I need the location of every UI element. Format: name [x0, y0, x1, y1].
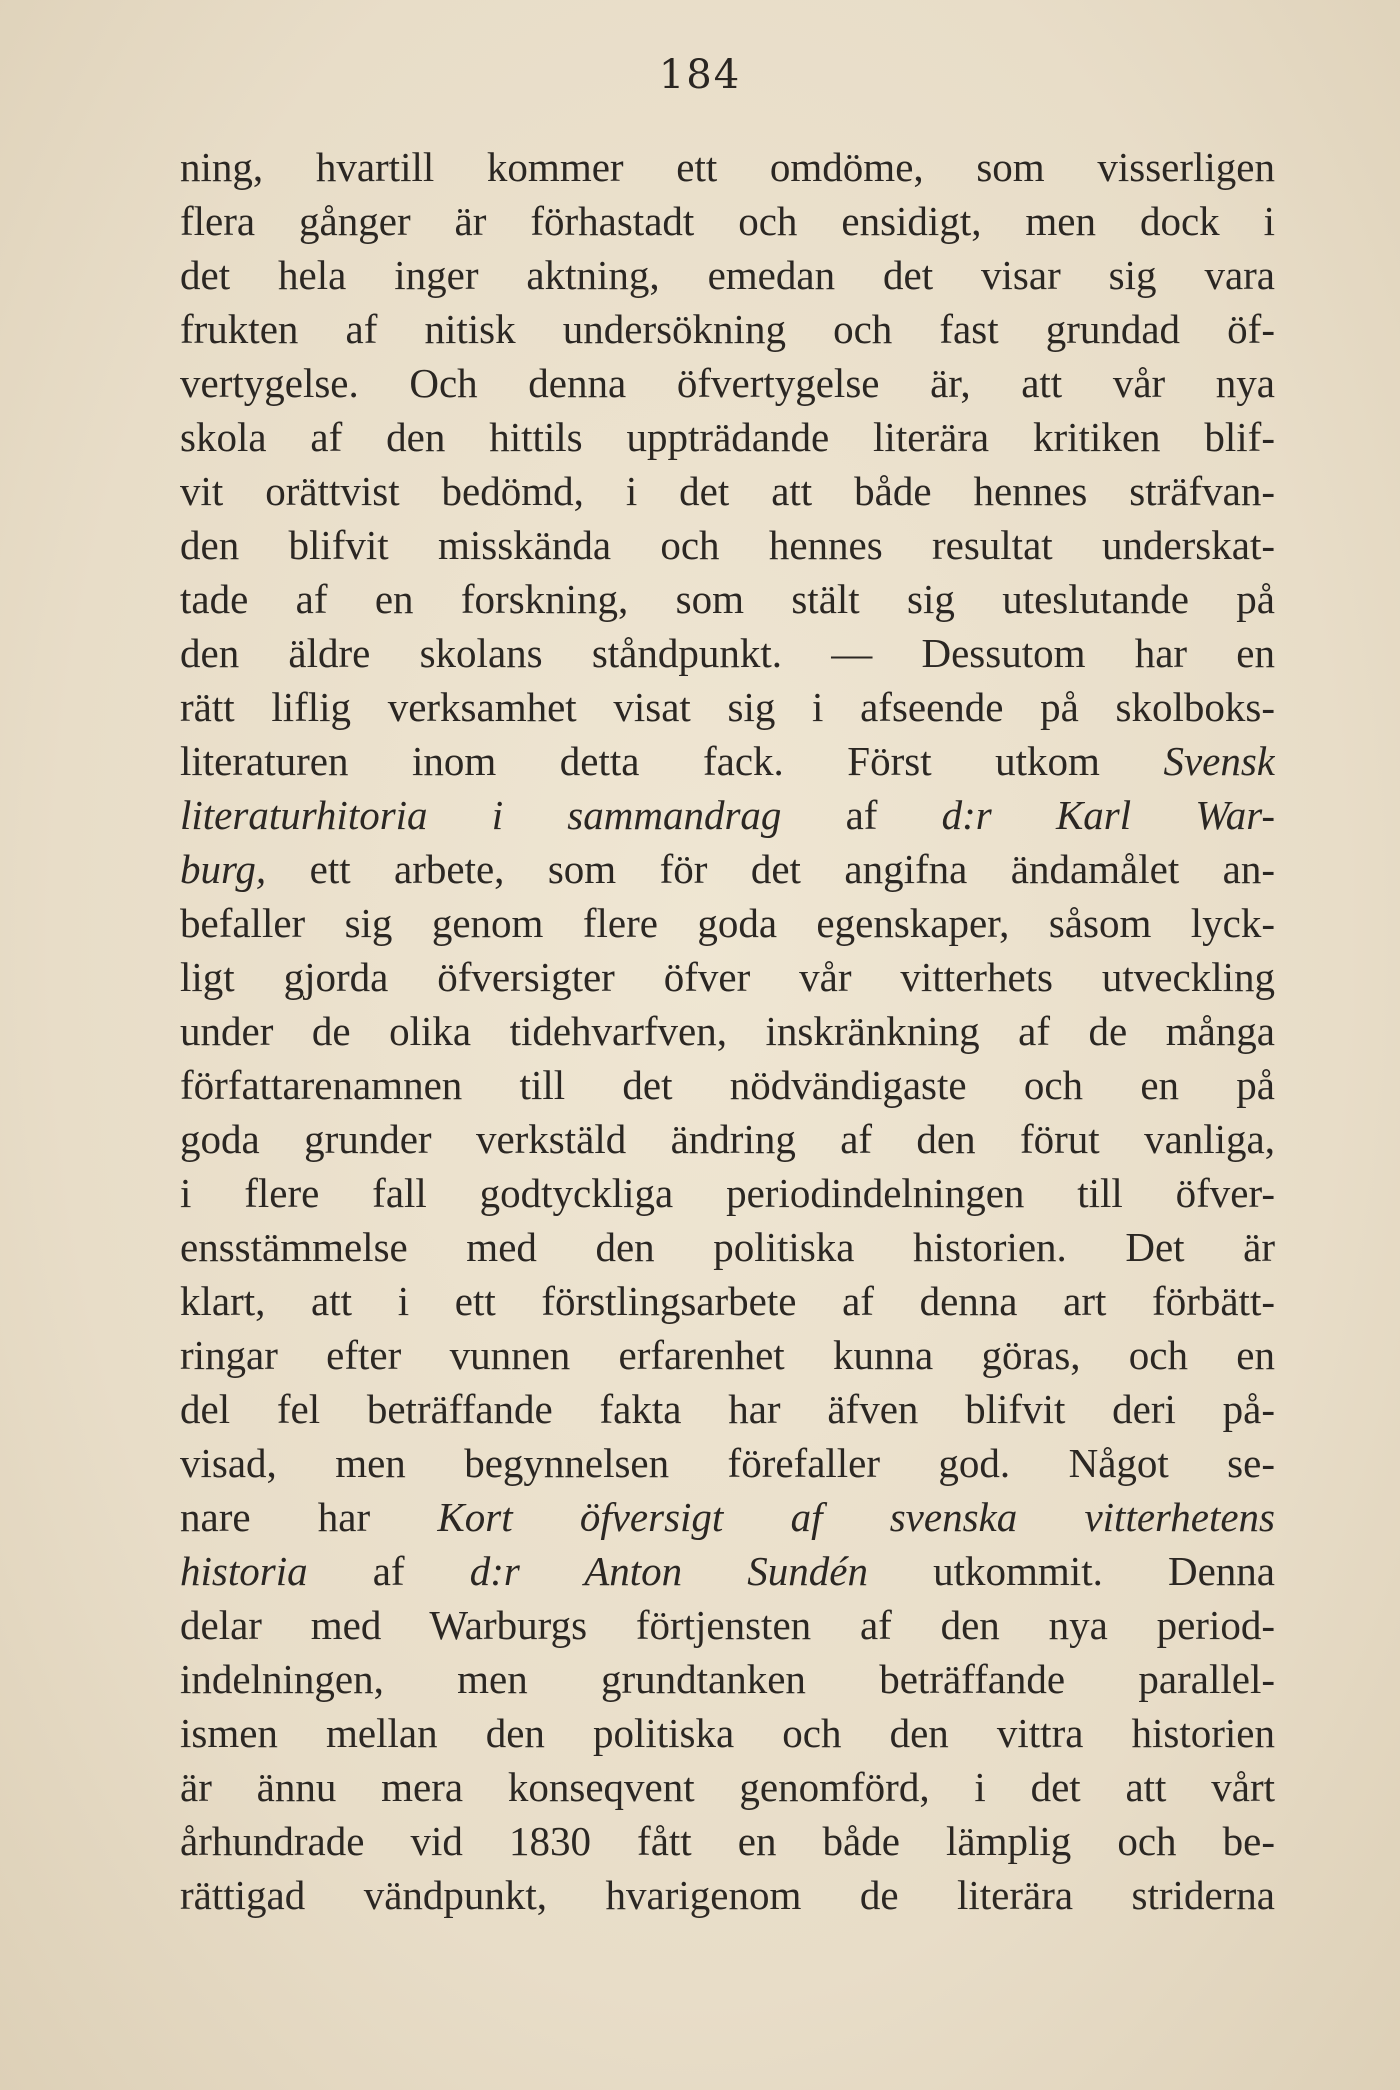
text-line — [180, 680, 1275, 734]
text-segment: ensstämmelse med den politiska historien. Det är — [180, 1224, 1275, 1270]
text-line — [180, 1598, 1275, 1652]
text-line — [180, 626, 1275, 680]
text-line — [180, 302, 1275, 356]
text-segment: ett arbete, som för det angifna ändamålet an- — [266, 846, 1275, 892]
text-segment: vit orättvist bedömd, i det att både hennes sträfvan- — [180, 468, 1275, 514]
text-segment: ning, hvartill kommer ett omdöme, som visserligen — [180, 144, 1275, 190]
italic-title-text: burg, — [180, 846, 267, 892]
text-segment: befaller sig genom flere goda egenskaper, såsom lyck- — [180, 900, 1275, 946]
body-text — [180, 140, 1275, 1922]
text-line — [180, 1004, 1275, 1058]
text-line — [180, 1706, 1275, 1760]
italic-title-text: Svensk — [1163, 738, 1275, 784]
text-line — [180, 1544, 1275, 1598]
text-segment: rättigad vändpunkt, hvarigenom de literära striderna — [180, 1872, 1275, 1918]
italic-title-text: historia — [180, 1548, 308, 1594]
italic-title-text: d:r Karl War- — [941, 792, 1275, 838]
text-segment: af — [307, 1548, 470, 1594]
text-segment: tade af en forskning, som stält sig uteslutande på — [180, 576, 1275, 622]
text-line — [180, 1382, 1275, 1436]
text-segment: indelningen, men grundtanken beträffande parallel- — [180, 1656, 1275, 1702]
text-segment: ligt gjorda öfversigter öfver vår vitterhets utveckling — [180, 954, 1275, 1000]
text-segment: klart, att i ett förstlingsarbete af denna art förbätt- — [180, 1278, 1275, 1324]
text-segment: under de olika tidehvarfven, inskränkning af de många — [180, 1008, 1275, 1054]
text-segment: frukten af nitisk undersökning och fast grundad öf- — [180, 306, 1275, 352]
text-segment: utkommit. Denna — [868, 1548, 1275, 1594]
text-segment: nare har — [180, 1494, 438, 1540]
text-line — [180, 410, 1275, 464]
text-line — [180, 1868, 1275, 1922]
text-line — [180, 1490, 1275, 1544]
text-segment: århundrade vid 1830 fått en både lämplig och be- — [180, 1818, 1275, 1864]
text-line — [180, 464, 1275, 518]
text-line — [180, 1112, 1275, 1166]
text-line — [180, 1652, 1275, 1706]
italic-title-text: literaturhitoria i sammandrag — [180, 792, 782, 838]
text-line — [180, 1436, 1275, 1490]
text-segment: goda grunder verkstäld ändring af den förut vanliga, — [180, 1116, 1275, 1162]
text-line — [180, 1220, 1275, 1274]
page-number: 184 — [658, 52, 742, 98]
text-segment: författarenamnen till det nödvändigaste och en på — [180, 1062, 1275, 1108]
text-segment: det hela inger aktning, emedan det visar sig vara — [180, 252, 1275, 298]
text-segment: är ännu mera konseqvent genomförd, i det att vårt — [180, 1764, 1275, 1810]
text-segment: ismen mellan den politiska och den vittra historien — [180, 1710, 1275, 1756]
text-segment: flera gånger är förhastadt och ensidigt, men dock i — [180, 198, 1275, 244]
text-line — [180, 896, 1275, 950]
text-line — [180, 788, 1275, 842]
text-line — [180, 1058, 1275, 1112]
text-line — [180, 356, 1275, 410]
text-line — [180, 1760, 1275, 1814]
text-line — [180, 734, 1275, 788]
text-line — [180, 1814, 1275, 1868]
text-segment: den äldre skolans ståndpunkt. — Dessutom har en — [180, 630, 1275, 676]
text-segment: skola af den hittils uppträdande literära kritiken blif- — [180, 414, 1275, 460]
text-segment: delar med Warburgs förtjensten af den nya period- — [180, 1602, 1275, 1648]
text-line — [180, 248, 1275, 302]
text-line — [180, 842, 1275, 896]
text-line — [180, 1274, 1275, 1328]
text-line — [180, 140, 1275, 194]
text-segment: ringar efter vunnen erfarenhet kunna göras, och en — [180, 1332, 1275, 1378]
text-segment: del fel beträffande fakta har äfven blifvit deri på- — [180, 1386, 1275, 1432]
text-segment: rätt liflig verksamhet visat sig i afseende på skolboks- — [180, 684, 1275, 730]
text-line — [180, 572, 1275, 626]
italic-title-text: Kort öfversigt af svenska vitterhetens — [437, 1494, 1275, 1540]
text-line — [180, 518, 1275, 572]
text-line — [180, 950, 1275, 1004]
text-line — [180, 1328, 1275, 1382]
text-segment: visad, men begynnelsen förefaller god. Något se- — [180, 1440, 1275, 1486]
text-line — [180, 194, 1275, 248]
text-segment: literaturen inom detta fack. Först utkom — [180, 738, 1164, 784]
italic-title-text: d:r Anton Sundén — [469, 1548, 868, 1594]
text-line — [180, 1166, 1275, 1220]
text-segment: i flere fall godtyckliga periodindelningen till öfver- — [180, 1170, 1275, 1216]
text-segment: vertygelse. Och denna öfvertygelse är, att vår nya — [180, 360, 1275, 406]
text-segment: den blifvit misskända och hennes resultat underskat- — [180, 522, 1275, 568]
text-segment: af — [781, 792, 942, 838]
